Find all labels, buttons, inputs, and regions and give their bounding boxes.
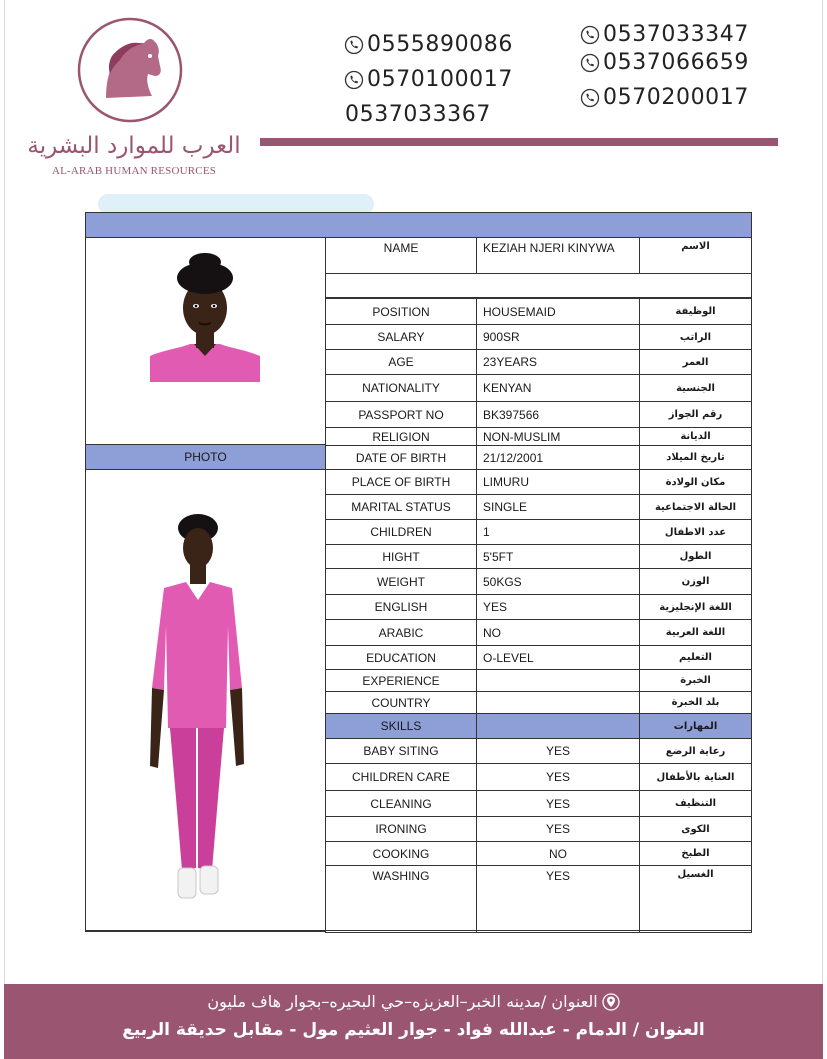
phone-number[interactable] bbox=[344, 32, 513, 57]
skill-value: YES bbox=[476, 790, 640, 817]
field-label: HIGHT bbox=[325, 544, 477, 569]
skill-value: YES bbox=[476, 763, 640, 791]
full-body-photo bbox=[146, 498, 246, 908]
field-label-arabic: الطول bbox=[639, 544, 752, 569]
skill-label-arabic: العناية بالأطفال bbox=[639, 763, 752, 791]
field-label-arabic: الحالة الاجتماعية bbox=[639, 494, 752, 520]
skill-label-arabic: الكوى bbox=[639, 816, 752, 842]
skill-value: NO bbox=[476, 841, 640, 866]
field-label: POSITION bbox=[325, 298, 477, 325]
phone-icon bbox=[580, 53, 600, 73]
phone-number-text: 0570100017 bbox=[367, 67, 513, 92]
field-label: COUNTRY bbox=[325, 691, 477, 714]
skills-header-label-arabic: المهارات bbox=[639, 713, 752, 739]
header-divider bbox=[260, 138, 778, 146]
field-value: LIMURU bbox=[476, 469, 640, 495]
field-label: RELIGION bbox=[325, 427, 477, 446]
field-value bbox=[476, 669, 640, 692]
field-value: HOUSEMAID bbox=[476, 298, 640, 325]
field-label-arabic: اللغة العربية bbox=[639, 619, 752, 646]
field-label: SALARY bbox=[325, 324, 477, 350]
phone-number[interactable] bbox=[580, 50, 749, 75]
phone-number[interactable] bbox=[345, 102, 491, 127]
field-value: YES bbox=[476, 594, 640, 620]
skill-label: COOKING bbox=[325, 841, 477, 866]
brand-name-arabic: العرب للموارد البشرية bbox=[27, 133, 241, 159]
field-label-arabic: الديانة bbox=[639, 427, 752, 446]
footer-bar bbox=[4, 984, 823, 1059]
skill-label-arabic: رعاية الرضع bbox=[639, 738, 752, 764]
footer-address-secondary: العنوان / الدمام - عبدالله فواد - جوار العثيم مول - مقابل حديقة الربيع bbox=[122, 1020, 705, 1040]
location-pin-icon bbox=[602, 993, 620, 1011]
field-value: O-LEVEL bbox=[476, 645, 640, 670]
phone-icon bbox=[344, 70, 364, 90]
company-logo bbox=[76, 16, 184, 124]
name-label-arabic: الاسم bbox=[639, 237, 752, 274]
field-value: SINGLE bbox=[476, 494, 640, 520]
field-label: WEIGHT bbox=[325, 568, 477, 595]
field-value bbox=[476, 691, 640, 714]
phone-number-text: 0537033347 bbox=[603, 22, 749, 47]
skill-label-arabic: التنظيف bbox=[639, 790, 752, 817]
field-label-arabic: الوظيفة bbox=[639, 298, 752, 325]
skill-label-arabic: الغسيل bbox=[639, 865, 752, 933]
phone-number[interactable] bbox=[580, 85, 749, 110]
field-label-arabic: عدد الاطفال bbox=[639, 519, 752, 545]
skill-label-arabic: الطبخ bbox=[639, 841, 752, 866]
field-value: NON-MUSLIM bbox=[476, 427, 640, 446]
field-label: CHILDREN bbox=[325, 519, 477, 545]
field-label-arabic: العمر bbox=[639, 349, 752, 375]
field-value: 21/12/2001 bbox=[476, 445, 640, 470]
skill-value: YES bbox=[476, 865, 640, 933]
field-value: 50KGS bbox=[476, 568, 640, 595]
field-value: 5'5FT bbox=[476, 544, 640, 569]
brand-name-english: AL-ARAB HUMAN RESOURCES bbox=[51, 165, 217, 177]
phone-icon bbox=[344, 35, 364, 55]
portrait-photo-cell bbox=[85, 237, 326, 445]
field-label: EXPERIENCE bbox=[325, 669, 477, 692]
phone-number-text: 0570200017 bbox=[603, 85, 749, 110]
field-label-arabic: الجنسية bbox=[639, 374, 752, 402]
name-label: NAME bbox=[325, 237, 477, 274]
field-label: PASSPORT NO bbox=[325, 401, 477, 428]
skill-label: CLEANING bbox=[325, 790, 477, 817]
field-label-arabic: بلد الخبرة bbox=[639, 691, 752, 714]
field-value: BK397566 bbox=[476, 401, 640, 428]
skill-value: YES bbox=[476, 816, 640, 842]
skill-value: YES bbox=[476, 738, 640, 764]
field-label: PLACE OF BIRTH bbox=[325, 469, 477, 495]
field-label: ARABIC bbox=[325, 619, 477, 646]
field-value: 23YEARS bbox=[476, 349, 640, 375]
field-label-arabic: مكان الولادة bbox=[639, 469, 752, 495]
full-body-photo-cell bbox=[85, 469, 326, 932]
phone-number-text: 0537066659 bbox=[603, 50, 749, 75]
phone-number-text: 0537033367 bbox=[345, 102, 491, 127]
skill-label: CHILDREN CARE bbox=[325, 763, 477, 791]
portrait-photo bbox=[150, 252, 260, 382]
skill-label: BABY SITING bbox=[325, 738, 477, 764]
field-label: DATE OF BIRTH bbox=[325, 445, 477, 470]
name-value: KEZIAH NJERI KINYWA bbox=[476, 237, 640, 274]
field-label-arabic: الوزن bbox=[639, 568, 752, 595]
skills-header-label: SKILLS bbox=[325, 713, 477, 739]
field-label: ENGLISH bbox=[325, 594, 477, 620]
phone-icon bbox=[580, 25, 600, 45]
field-label: NATIONALITY bbox=[325, 374, 477, 402]
field-label-arabic: رقم الجواز bbox=[639, 401, 752, 428]
phone-number-text: 0555890086 bbox=[367, 32, 513, 57]
field-label: EDUCATION bbox=[325, 645, 477, 670]
field-value: 900SR bbox=[476, 324, 640, 350]
skills-header-value bbox=[476, 713, 640, 739]
skill-label: WASHING bbox=[325, 865, 477, 933]
field-label-arabic: الخبرة bbox=[639, 669, 752, 692]
field-label: MARITAL STATUS bbox=[325, 494, 477, 520]
phone-number[interactable] bbox=[580, 22, 749, 47]
skill-label: IRONING bbox=[325, 816, 477, 842]
field-value: NO bbox=[476, 619, 640, 646]
photo-label: PHOTO bbox=[85, 444, 326, 470]
field-value: 1 bbox=[476, 519, 640, 545]
field-label-arabic: التعليم bbox=[639, 645, 752, 670]
field-label-arabic: اللغة الإنجليزية bbox=[639, 594, 752, 620]
table-header-band bbox=[85, 212, 752, 238]
field-label-arabic: تاريخ الميلاد bbox=[639, 445, 752, 470]
footer-address-primary bbox=[4, 992, 823, 1011]
spacer-row bbox=[325, 273, 752, 298]
field-label-arabic: الراتب bbox=[639, 324, 752, 350]
field-label: AGE bbox=[325, 349, 477, 375]
field-value: KENYAN bbox=[476, 374, 640, 402]
phone-number[interactable] bbox=[344, 67, 513, 92]
footer-address-text: العنوان /مدينه الخبر–العزيزه–حي البحيره–بجوار هاف مليون bbox=[207, 992, 598, 1011]
cv-table bbox=[85, 212, 752, 931]
phone-icon bbox=[580, 88, 600, 108]
